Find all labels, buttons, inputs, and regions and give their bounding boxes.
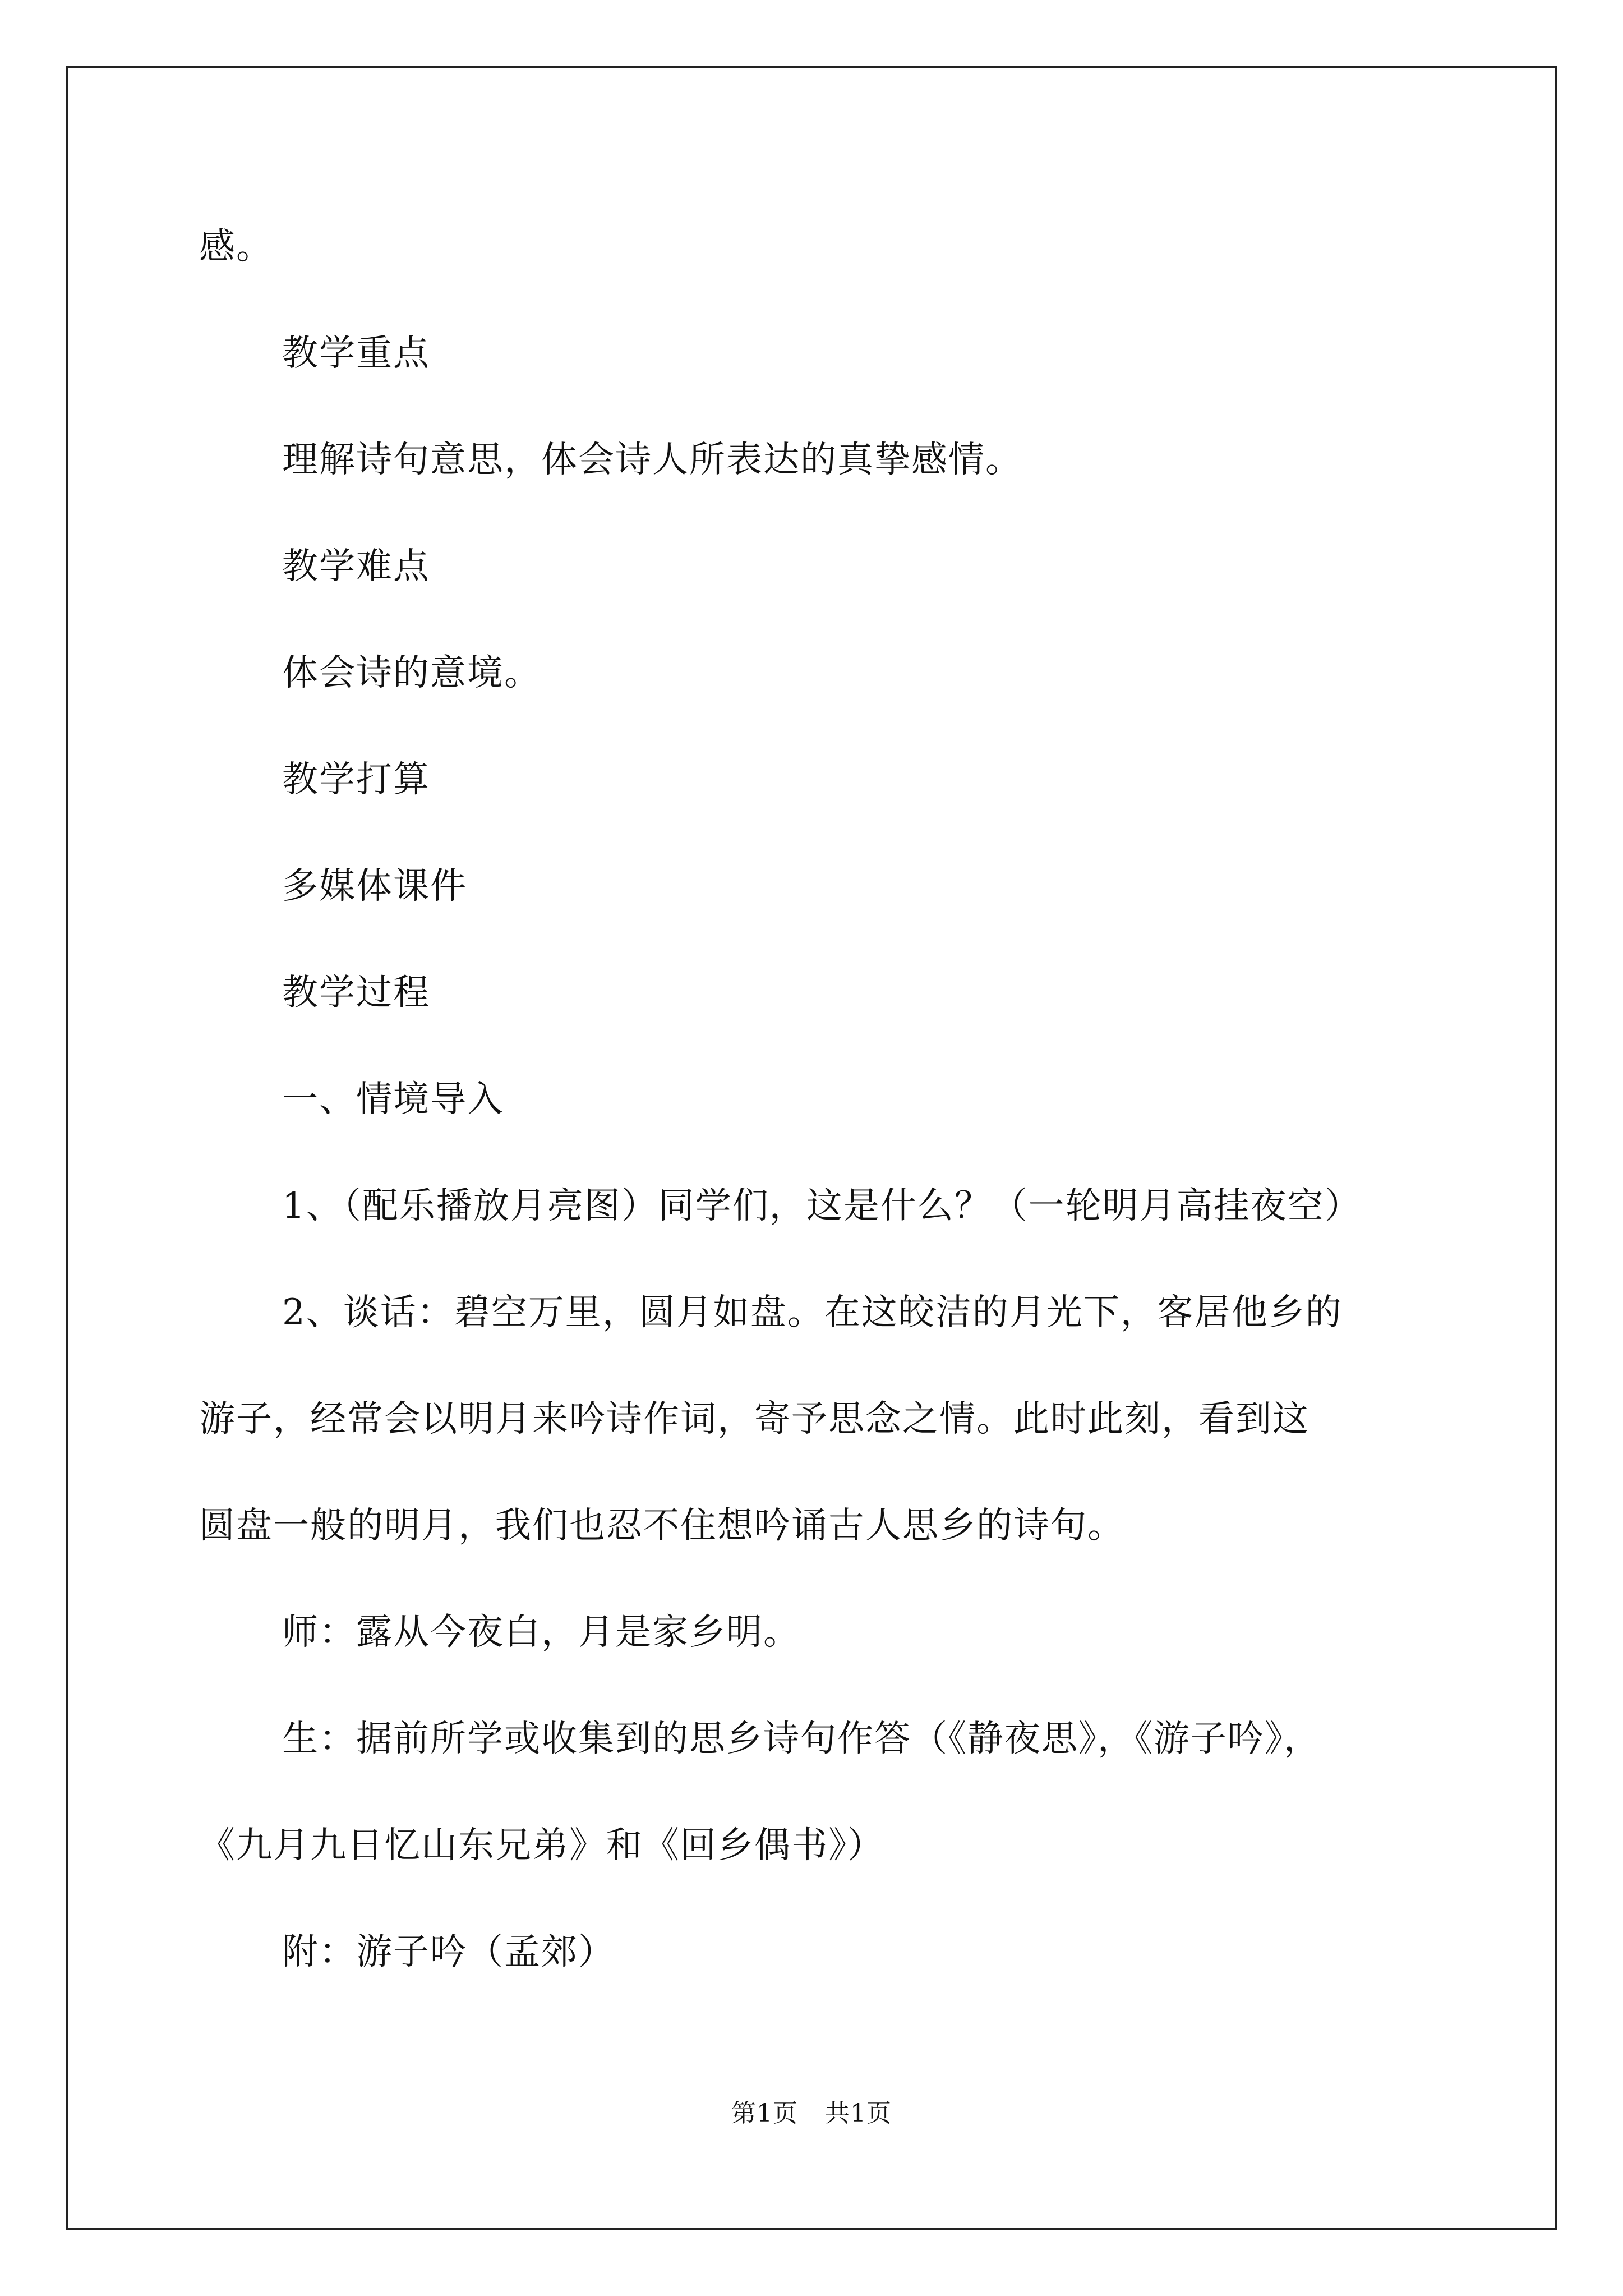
section-heading: 教学打算: [282, 759, 430, 800]
text-line: 《九月九日忆山东兄弟》和《回乡偶书》）: [199, 1825, 884, 1866]
text-line: 生：据前所学或收集到的思乡诗句作答（《静夜思》，《游子吟》，: [282, 1718, 1321, 1760]
text-line: 附：游子吟（孟郊）: [282, 1931, 615, 1973]
text-line: 感。: [199, 226, 273, 268]
text-line: 游子，经常会以明月来吟诗作词，寄予思念之情。此时此刻，看到这: [199, 1398, 1310, 1440]
text-line: 体会诗的意境。: [282, 652, 541, 694]
section-heading: 教学难点: [282, 546, 430, 587]
page-number-total: 共1页: [825, 2099, 892, 2128]
section-heading: 教学过程: [282, 972, 430, 1014]
page-border: [66, 66, 1557, 2230]
text-line: 理解诗句意思，体会诗人所表达的真挚感情。: [282, 439, 1022, 481]
text-line: 2、谈话：碧空万里，圆月如盘。在这皎洁的月光下，客居他乡的: [282, 1292, 1343, 1333]
section-heading: 教学重点: [282, 333, 430, 374]
text-line: 多媒体课件: [282, 866, 467, 907]
text-line: 圆盘一般的明月，我们也忍不住想吟诵古人思乡的诗句。: [199, 1505, 1124, 1547]
section-heading: 一、情境导入: [282, 1079, 504, 1120]
text-line: 师：露从今夜白，月是家乡明。: [282, 1612, 800, 1653]
page-footer: [0, 2098, 1623, 2129]
page-number-current: 第1页: [731, 2099, 798, 2128]
text-line: 1、（配乐播放月亮图）同学们，这是什么？（一轮明月高挂夜空）: [282, 1185, 1362, 1227]
